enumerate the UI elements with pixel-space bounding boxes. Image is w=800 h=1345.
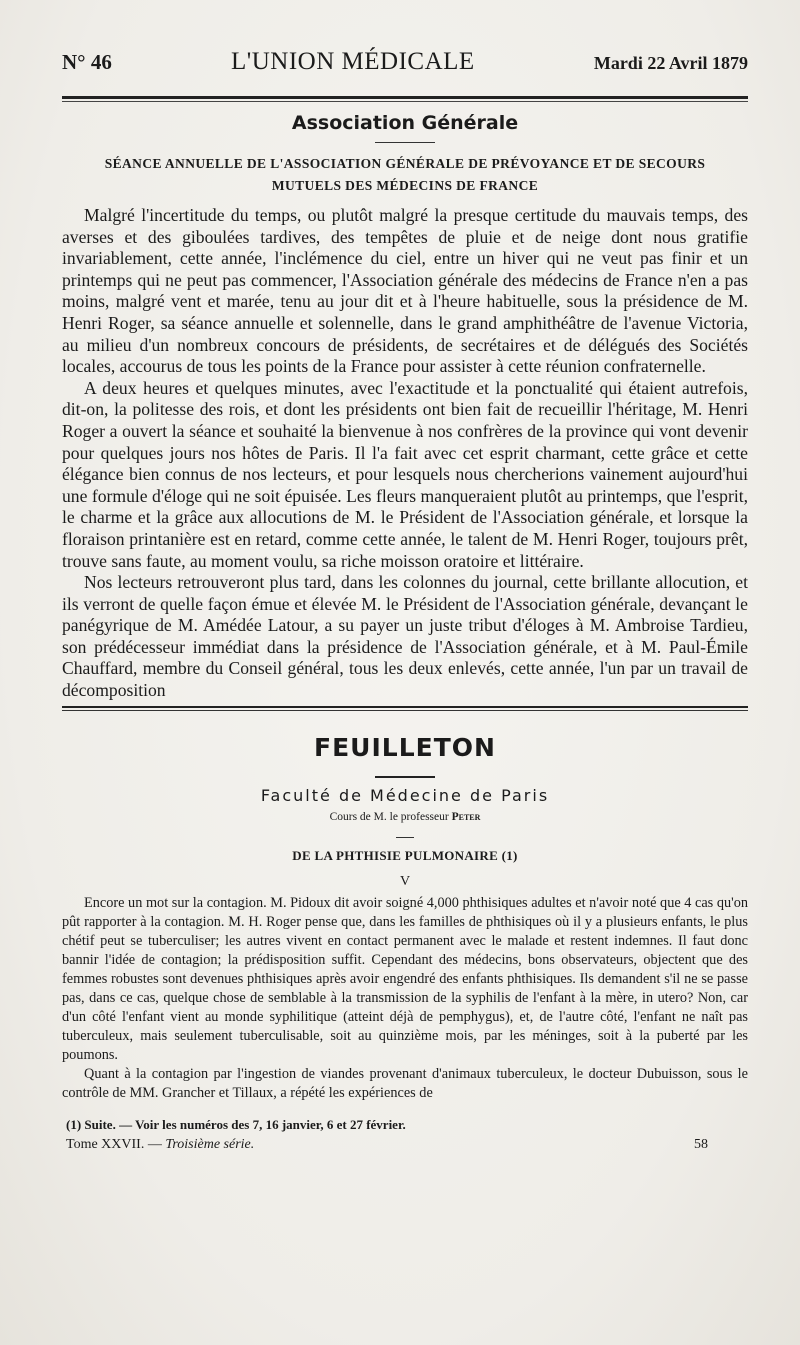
issue-date: Mardi 22 Avril 1879	[593, 53, 748, 73]
section-title: Association Générale	[291, 112, 519, 134]
feuilleton-title: FEUILLETON	[314, 732, 496, 762]
header-rule	[62, 96, 748, 99]
page-footer	[62, 1137, 748, 1153]
feuilleton-divider	[375, 776, 435, 778]
article-paragraph: Malgré l'incertitude du temps, ou plutôt malgré la presque certitude du mauvais temps, des averses et des giboulées tardives, des tempêtes de pluie et de neige dont nous gratifie invariablement, cette année, l'inclémence du ciel, entre un hiver qui ne veut pas finir et un printemps qui ne peut pas commencer, l'Association générale des médecins de France n'en a pas moins, malgré vent et marée, tenu au jour dit et à l'heure habituelle, sous la présidence de M. Henri Roger, sa séance annuelle et solennelle, dans le grand amphithéâtre de l'avenue Victoria, au milieu d'un nombreux concours de présidents, de secrétaires et de délégués des Sociétés locales, accourus de tous les points de la France pour assister à cette réunion confraternelle.	[62, 205, 748, 377]
masthead	[62, 48, 748, 88]
feuilleton-body	[62, 894, 748, 1103]
footnote: (1) Suite. — Voir les numéros des 7, 16 janvier, 6 et 27 février.	[66, 1116, 406, 1132]
article-paragraph: Nos lecteurs retrouveront plus tard, dans les colonnes du journal, cette brillante allocution, et ils verront de quelle façon émue et élevée M. le Président de l'Association générale, devançant le panégyrique de M. Amédée Latour, a su payer un juste tribut d'éloges à M. Ambroise Tardieu, son prédécesseur immédiat dans la présidence de l'Association générale, et à M. Paul-Émile Chauffard, membre du Conseil général, tous les deux enlevés, cette année, l'un par un travail de décomposition	[62, 572, 748, 701]
feuilleton-rule-thin	[62, 710, 748, 711]
feuilleton-rule	[62, 706, 748, 708]
article-paragraph: A deux heures et quelques minutes, avec l'exactitude et la ponctualité qui étaient autrefois, dit-on, la politesse des rois, et dont les présidents ont bien fait de recueillir l'héritage, M. Henri Roger a ouvert la séance et souhaité la bienvenue à nos confrères de la province qui vont devenir pour quelques jours nos hôtes de Paris. Il l'a fait avec cet esprit charmant, cette grâce et cette élégance bien connus de nos lecteurs, et pour lesquels nous chercherions vainement aujourd'hui une formule d'éloge qui ne soit épuisée. Les fleurs manqueraient plutôt au printemps, que l'esprit, le charme et la grâce aux allocutions de M. le Président de l'Association générale, et lorsque la floraison printanière est en retard, comme cette année, le talent de M. Henri Roger, toujours prêt, trouve sans faute, au moment voulu, sa riche moisson oratoire et littéraire.	[62, 377, 748, 571]
faculty-heading: Faculté de Médecine de Paris	[260, 785, 550, 805]
page-number: 58	[694, 1136, 708, 1152]
article-body	[62, 205, 748, 702]
professor-name: Peter	[451, 810, 481, 823]
meeting-title-line-1: SÉANCE ANNUELLE DE L'ASSOCIATION GÉNÉRALE DE PRÉVOYANCE ET DE SECOURS	[104, 156, 706, 171]
tome-label: Tome XXVII. —	[66, 1136, 162, 1152]
lecture-subtitle: DE LA PHTHISIE PULMONAIRE (1)	[292, 847, 518, 863]
meeting-title-line-2: MUTUELS DES MÉDECINS DE FRANCE	[271, 178, 539, 193]
feuilleton-paragraph: Quant à la contagion par l'ingestion de viandes provenant d'animaux tuberculeux, le docteur Dubuisson, sous le contrôle de MM. Grancher et Tillaux, a répété les expériences de	[62, 1065, 748, 1101]
feuilleton-paragraph: Encore un mot sur la contagion. M. Pidoux dit avoir soigné 4,000 phthisiques adultes et n'avoir noté que 4 cas qu'on pût rapporter à la contagion. M. H. Roger pense que, dans les familles de phthisiques où il y a plusieurs enfants, le plus chétif peut se tuberculiser; les autres vivent en contact permanent avec le malade et restent indemnes. Il faut donc bannir l'idée de contagion; la prédisposition suffit. Cependant des médecins, bons observateurs, objectent que des femmes robustes sont devenues phthisiques après avoir engendré des enfants phthisiques. Ils demandent s'il ne se passe pas, dans ce cas, quelque chose de semblable à la transmission de la syphilis de l'enfant à la mère, in utero? Non, car d'un côté l'enfant vient au monde syphilitique (atteint déjà de pemphygus), et, de l'autre côté, l'enfant ne naît pas tuberculeux, mais seulement tuberculisable, soit au quinzième mois, par les méninges, soit à la puberté par les poumons.	[62, 894, 748, 1063]
journal-title: L'UNION MÉDICALE	[230, 48, 475, 75]
section-number: V	[399, 873, 411, 889]
course-prefix: Cours de M. le professeur	[329, 810, 449, 823]
issue-number: N° 46	[62, 50, 112, 74]
series-label: Troisième série.	[165, 1136, 255, 1152]
header-rule-thin	[62, 101, 748, 102]
course-divider	[396, 837, 414, 838]
section-divider	[375, 142, 435, 143]
course-line	[62, 811, 748, 823]
meeting-title	[62, 153, 748, 197]
volume-info	[66, 1137, 254, 1153]
